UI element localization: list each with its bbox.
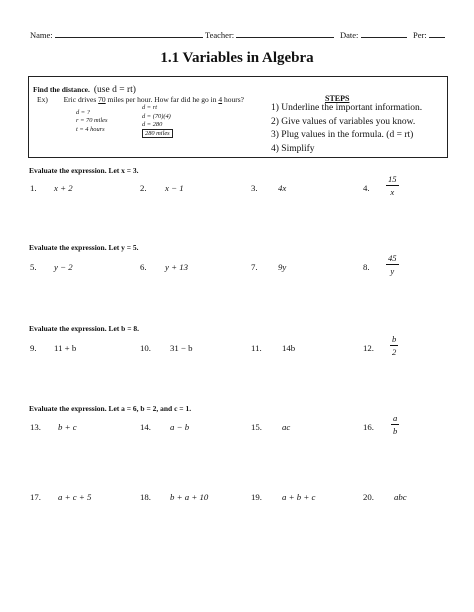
fraction-denominator: x (390, 187, 395, 197)
problem-expression: 4x (278, 183, 287, 193)
problem-time: 4 (218, 95, 223, 104)
problem-number: 20. (363, 492, 374, 502)
fraction-denominator: y (390, 266, 395, 276)
step-item: 1) Underline the important information. (271, 103, 423, 113)
problem-expression: 31 − b (170, 343, 193, 353)
problem-speed: 70 (98, 95, 106, 104)
problem-number: 1. (30, 183, 37, 193)
steps-title: STEPS (325, 94, 350, 103)
problem-expression: abc (394, 492, 407, 502)
problem-number: 7. (251, 262, 258, 272)
given-item: r = 70 miles (76, 117, 108, 125)
section-instruction: Evaluate the expression. Let a = 6, b = 2, and c = 1. (29, 404, 192, 413)
problem-fraction (386, 253, 399, 276)
ex-label: Ex) (37, 95, 48, 104)
problem-expression: a − b (170, 422, 190, 432)
step-item: 4) Simplify (271, 143, 315, 154)
fraction-bar (386, 185, 399, 186)
find-distance-heading: Find the distance. (33, 85, 90, 94)
problem-expression: 11 + b (54, 343, 77, 353)
problem-text-mid: miles per hour. How far did he go in (105, 95, 219, 104)
work-list (142, 104, 173, 138)
problem-number: 15. (251, 422, 262, 432)
problem-number: 10. (140, 343, 151, 353)
period-field[interactable] (413, 29, 445, 40)
formula-hint: (use d = rt) (93, 85, 136, 95)
work-step: d = rt (142, 104, 157, 111)
problem-number: 6. (140, 262, 147, 272)
name-label: Name: (30, 30, 53, 40)
problem-fraction (386, 174, 399, 197)
fraction-numerator: 45 (388, 253, 397, 263)
example-problem (37, 95, 244, 104)
name-field[interactable] (30, 29, 203, 40)
fraction-bar (390, 345, 398, 346)
problem-fraction (391, 413, 399, 436)
problem-number: 2. (140, 183, 147, 193)
fraction-denominator: 2 (392, 347, 397, 357)
problem-expression: b + a + 10 (170, 492, 209, 502)
date-field[interactable] (340, 29, 407, 40)
problem-expression: 9y (278, 262, 287, 272)
problem-number: 18. (140, 492, 151, 502)
fraction-denominator: b (393, 426, 398, 436)
steps-list (271, 102, 422, 156)
teacher-label: Teacher: (205, 30, 235, 40)
problem-number: 5. (30, 262, 37, 272)
section-instruction: Evaluate the expression. Let x = 3. (29, 166, 139, 175)
problem-number: 13. (30, 422, 41, 432)
problem-number: 12. (363, 343, 374, 353)
problem-number: 8. (363, 262, 370, 272)
problem-expression: ac (282, 422, 291, 432)
teacher-blank[interactable] (236, 29, 334, 38)
work-answer: 280 miles (142, 129, 173, 138)
work-step: d = (70)(4) (142, 112, 171, 120)
problem-number: 4. (363, 183, 370, 193)
fraction-numerator: 15 (388, 174, 397, 184)
problem-number: 17. (30, 492, 41, 502)
period-blank[interactable] (429, 29, 445, 38)
problem-number: 14. (140, 422, 151, 432)
step-item: 2) Give values of variables you know. (271, 116, 416, 127)
problem-number: 11. (251, 343, 262, 353)
problem-expression: b + c (58, 422, 77, 432)
problem-number: 19. (251, 492, 262, 502)
problem-number: 16. (363, 422, 374, 432)
givens-list (76, 109, 107, 134)
problem-text-post: hours? (222, 95, 244, 104)
name-blank[interactable] (55, 29, 203, 38)
problem-expression: a + b + c (282, 492, 316, 502)
work-step: d = 280 (142, 121, 163, 129)
problem-expression: 14b (282, 343, 296, 353)
teacher-field[interactable] (205, 29, 334, 40)
period-label: Per: (413, 30, 427, 40)
problem-expression: y − 2 (54, 262, 73, 272)
section-instruction: Evaluate the expression. Let b = 8. (29, 324, 139, 333)
section-instruction: Evaluate the expression. Let y = 5. (29, 243, 139, 252)
problem-expression: y + 13 (165, 262, 189, 272)
problem-expression: a + c + 5 (58, 492, 92, 502)
fraction-bar (391, 424, 399, 425)
problem-number: 9. (30, 343, 37, 353)
given-item: t = 4 hours (76, 125, 105, 133)
given-item: d = ? (76, 109, 90, 116)
problem-fraction (390, 334, 398, 357)
problem-expression: x − 1 (165, 183, 184, 193)
page-title: 1.1 Variables in Algebra (160, 50, 314, 66)
date-label: Date: (340, 30, 359, 40)
fraction-bar (386, 264, 399, 265)
problem-number: 3. (251, 183, 258, 193)
fraction-numerator: b (392, 334, 397, 344)
problem-expression: x + 2 (54, 183, 73, 193)
step-item: 3) Plug values in the formula. (d = rt) (271, 130, 414, 140)
problem-text-pre: Eric drives (63, 95, 99, 104)
fraction-numerator: a (393, 413, 398, 423)
date-blank[interactable] (361, 29, 407, 38)
